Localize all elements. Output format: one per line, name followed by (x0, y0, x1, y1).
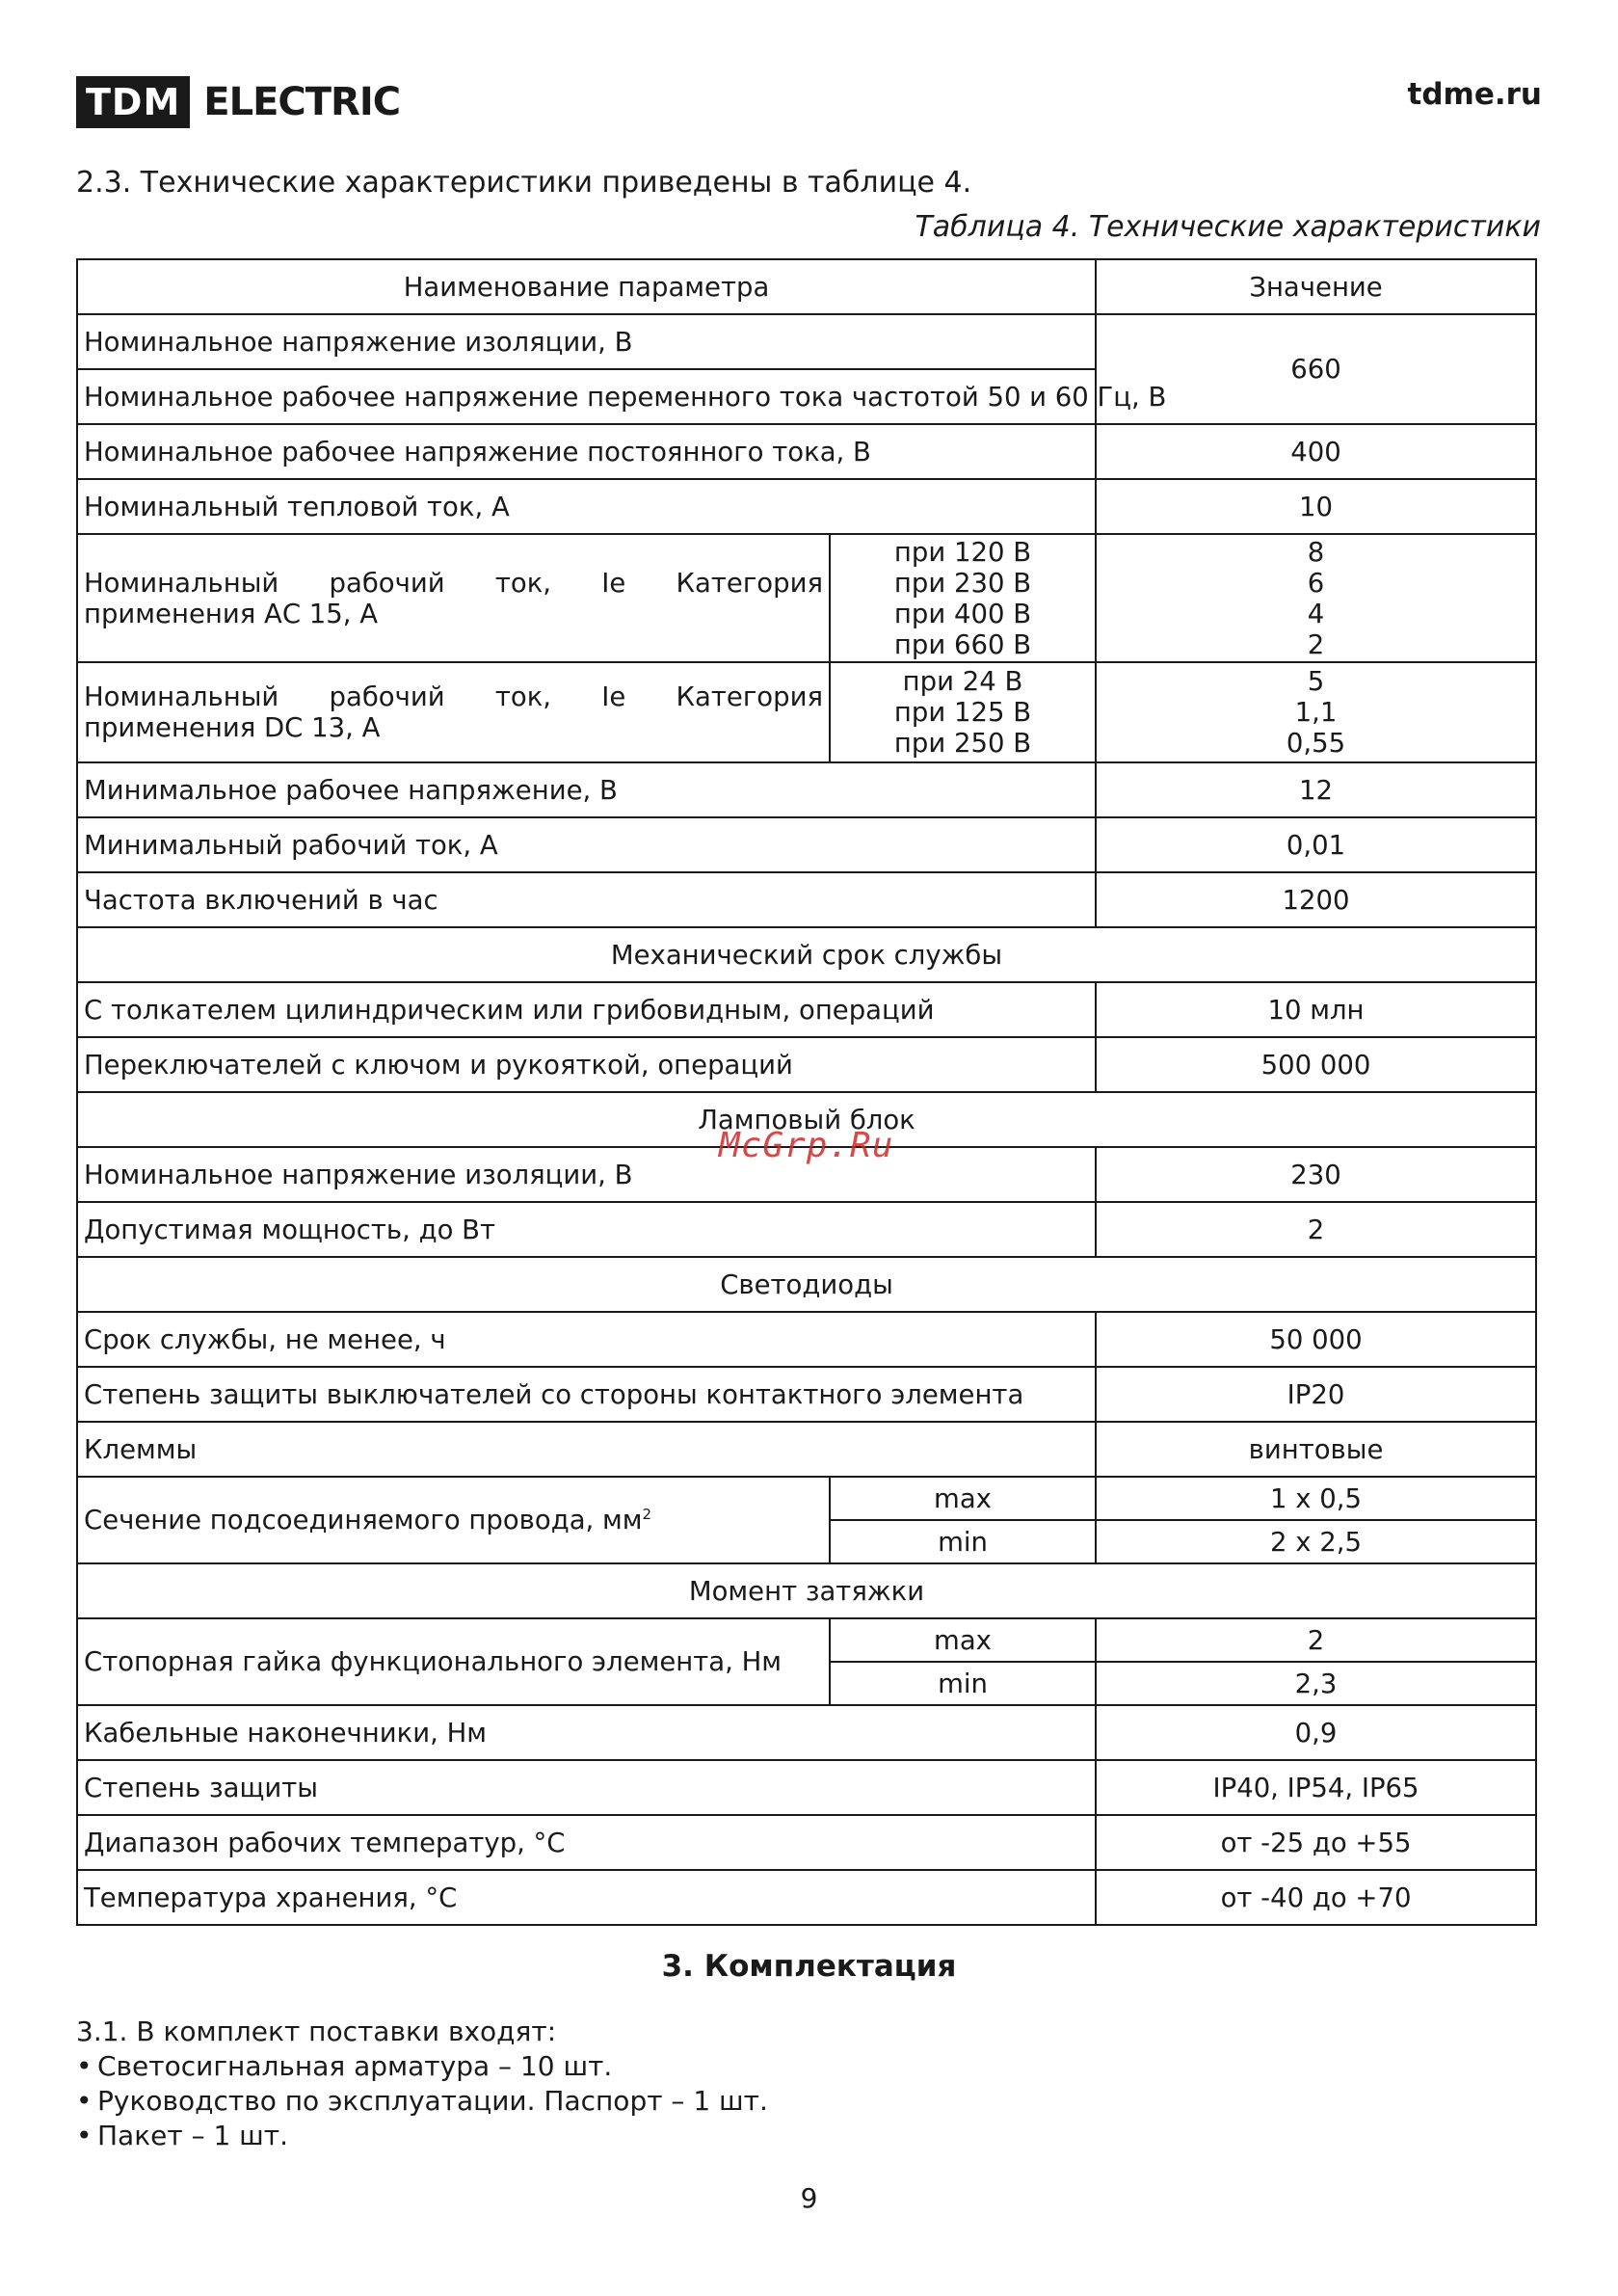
row-value: 2,3 (1096, 1662, 1536, 1705)
row-value: от -40 до +70 (1096, 1870, 1536, 1925)
mech-life-header: Механический срок службы (77, 927, 1536, 982)
row-value: 500 000 (1096, 1037, 1536, 1092)
row-label: Степень защиты выключателей со стороны контактного элемента (77, 1367, 1096, 1422)
dc13-value: 5 (1307, 666, 1325, 697)
page-number: 9 (800, 2182, 818, 2214)
table-row (77, 1870, 1536, 1925)
section-header-row (77, 1563, 1536, 1618)
row-label: Номинальный рабочий ток, Ie Категория применения DC 13, А (77, 662, 830, 762)
row-label: Диапазон рабочих температур, °C (77, 1815, 1096, 1870)
led-header: Светодиоды (77, 1257, 1536, 1312)
ac15-value: 8 (1307, 536, 1325, 568)
section-title: 3. Комплектация (661, 1949, 957, 1984)
table-row (77, 1312, 1536, 1367)
max-label: max (830, 1618, 1096, 1662)
row-value: 0,9 (1096, 1705, 1536, 1760)
dc13-condition: при 250 В (893, 728, 1032, 759)
ac15-values (1096, 534, 1536, 662)
tdm-electric-logo (76, 75, 400, 129)
ac15-value: 2 (1307, 628, 1325, 660)
ac15-value: 6 (1307, 567, 1325, 599)
row-value: 2 (1096, 1618, 1536, 1662)
list-item: • Руководство по эксплуатации. Паспорт – 1 шт. (76, 2084, 768, 2119)
section-header-row (77, 927, 1536, 982)
ac15-value: 4 (1307, 598, 1325, 629)
logo-box: TDM (76, 76, 190, 128)
table-row (77, 1202, 1536, 1257)
table-row (77, 662, 1536, 762)
dc13-condition: при 125 В (893, 697, 1032, 728)
row-value: винтовые (1096, 1422, 1536, 1477)
table-row (77, 314, 1536, 369)
table-row (77, 1815, 1536, 1870)
ac15-condition: при 120 В (893, 536, 1032, 568)
row-label: Температура хранения, °C (77, 1870, 1096, 1925)
table-row (77, 479, 1536, 534)
wire-section-text: Сечение подсоединяемого провода, мм (84, 1505, 643, 1535)
header-param: Наименование параметра (77, 259, 1096, 314)
row-label: Минимальное рабочее напряжение, В (77, 762, 1096, 817)
row-value: IP40, IP54, IP65 (1096, 1760, 1536, 1815)
max-label: max (830, 1477, 1096, 1520)
torque-header: Момент затяжки (77, 1563, 1536, 1618)
row-value: от -25 до +55 (1096, 1815, 1536, 1870)
table-row (77, 817, 1536, 872)
row-label: Номинальное рабочее напряжение переменного тока частотой 50 и 60 Гц, В (77, 369, 1096, 424)
list-item: • Светосигнальная арматура – 10 шт. (76, 2049, 768, 2084)
row-label: Степень защиты (77, 1760, 1096, 1815)
table-row (77, 982, 1536, 1037)
dc13-value: 0,55 (1286, 728, 1346, 759)
row-label: Срок службы, не менее, ч (77, 1312, 1096, 1367)
list-item: • Пакет – 1 шт. (76, 2119, 768, 2153)
table-row (77, 424, 1536, 479)
page-header (76, 75, 1542, 129)
table-row (77, 762, 1536, 817)
row-label: Клеммы (77, 1422, 1096, 1477)
intro-paragraph: 2.3. Технические характеристики приведены в таблице 4. (76, 166, 972, 200)
spec-table (76, 258, 1537, 1926)
row-label: Номинальное напряжение изоляции, В (77, 314, 1096, 369)
table-row (77, 1367, 1536, 1422)
dc13-values (1096, 662, 1536, 762)
table-row (77, 1705, 1536, 1760)
row-label: Частота включений в час (77, 872, 1096, 927)
dc13-condition: при 24 В (902, 666, 1023, 697)
row-label: Номинальный тепловой ток, А (77, 479, 1096, 534)
dc13-value: 1,1 (1294, 697, 1338, 728)
table-row (77, 1618, 1536, 1662)
row-value: 2 (1096, 1202, 1536, 1257)
row-value: 10 млн (1096, 982, 1536, 1037)
row-value: 10 (1096, 479, 1536, 534)
watermark: McGrp.Ru (719, 1126, 894, 1165)
table-row (77, 1037, 1536, 1092)
lamp-header: Ламповый блок (77, 1092, 1536, 1147)
section-header-row (77, 1257, 1536, 1312)
logo-text: ELECTRIC (203, 80, 401, 124)
row-label: С толкателем цилиндрическим или грибовидным, операций (77, 982, 1096, 1037)
row-value: 400 (1096, 424, 1536, 479)
table-row (77, 1760, 1536, 1815)
row-label: Кабельные наконечники, Нм (77, 1705, 1096, 1760)
ac15-condition: при 660 В (893, 628, 1032, 660)
row-label: Минимальный рабочий ток, А (77, 817, 1096, 872)
table-caption: Таблица 4. Технические характеристики (915, 210, 1541, 244)
table-row (77, 1422, 1536, 1477)
table-header-row (77, 259, 1536, 314)
row-value: 2 х 2,5 (1096, 1520, 1536, 1563)
table-row (77, 872, 1536, 927)
row-label: Номинальное напряжение изоляции, В (77, 1147, 1096, 1202)
ac15-condition: при 400 В (893, 598, 1032, 629)
list-lead: 3.1. В комплект поставки входят: (76, 2016, 557, 2047)
table-row (77, 1477, 1536, 1520)
row-value: 1200 (1096, 872, 1536, 927)
row-value: 50 000 (1096, 1312, 1536, 1367)
row-value: 12 (1096, 762, 1536, 817)
row-value: 0,01 (1096, 817, 1536, 872)
row-label: Номинальный рабочий ток, Ie Категория применения АС 15, А (77, 534, 830, 662)
row-value: IP20 (1096, 1367, 1536, 1422)
row-label: Стопорная гайка функционального элемента, Нм (77, 1618, 830, 1705)
min-label: min (830, 1520, 1096, 1563)
row-label: Номинальное рабочее напряжение постоянного тока, В (77, 424, 1096, 479)
row-value: 230 (1096, 1147, 1536, 1202)
min-label: min (830, 1662, 1096, 1705)
dc13-conditions (830, 662, 1096, 762)
row-label: Допустимая мощность, до Вт (77, 1202, 1096, 1257)
row-value: 660 (1096, 314, 1536, 424)
wire-section-sup: 2 (642, 1505, 652, 1523)
ac15-conditions (830, 534, 1096, 662)
row-label: Переключателей с ключом и рукояткой, операций (77, 1037, 1096, 1092)
site-url[interactable]: tdme.ru (1407, 77, 1542, 112)
ac15-condition: при 230 В (893, 567, 1032, 599)
wire-section-label (77, 1477, 830, 1563)
header-value: Значение (1096, 259, 1536, 314)
table-row (77, 534, 1536, 662)
package-list (76, 2015, 768, 2153)
row-value: 1 х 0,5 (1096, 1477, 1536, 1520)
